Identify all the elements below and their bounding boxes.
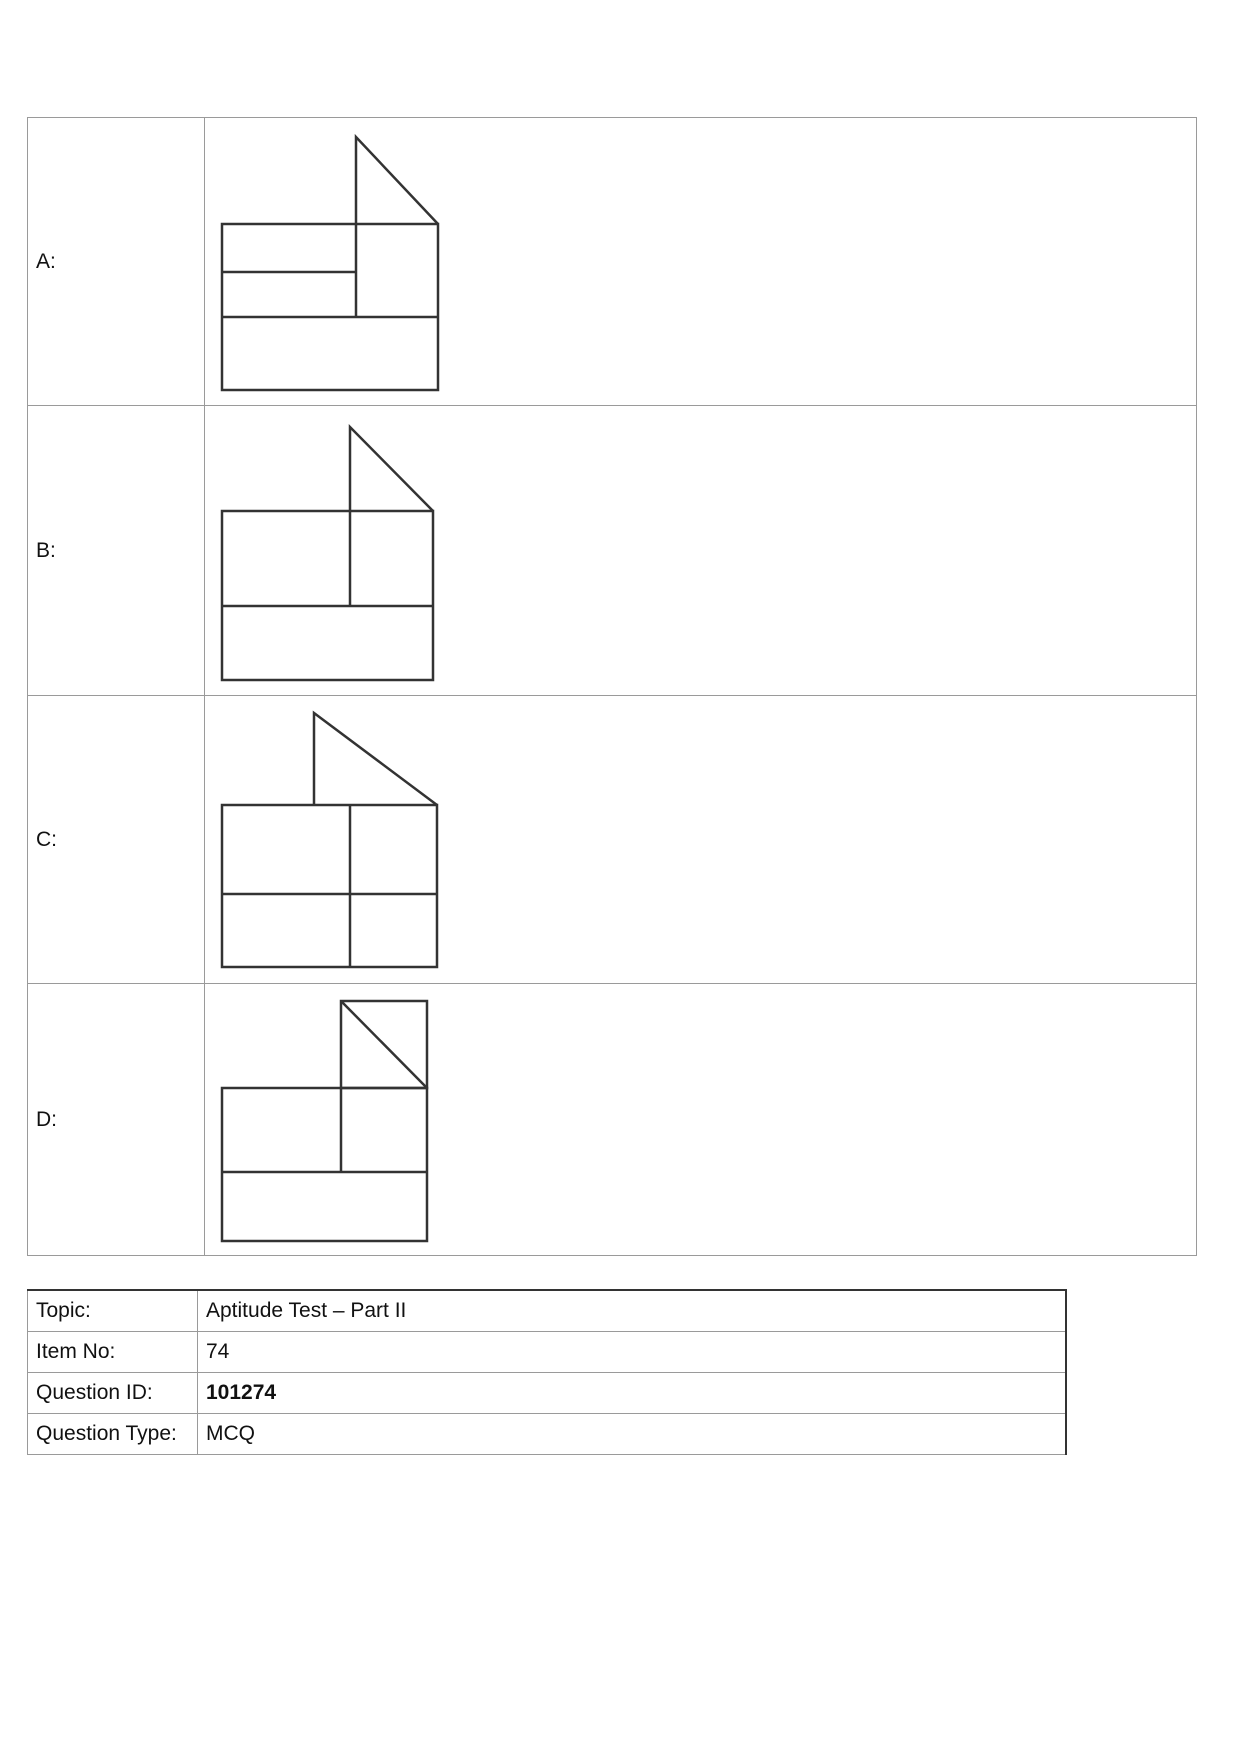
- question-meta-table: [27, 1289, 1067, 1455]
- option-label: B:: [28, 406, 205, 696]
- option-d-figure-cell: [205, 984, 1197, 1256]
- options-table: [27, 117, 1197, 1256]
- question-type-value: MCQ: [198, 1414, 1067, 1455]
- item-no-label: Item No:: [28, 1332, 198, 1373]
- option-b-figure-cell: [205, 406, 1197, 696]
- question-type-label: Question Type:: [28, 1414, 198, 1455]
- meta-row-qid: [28, 1373, 1067, 1414]
- option-c-figure-cell: [205, 696, 1197, 984]
- question-id-value: 101274: [198, 1373, 1067, 1414]
- option-a-figure-cell: [205, 118, 1197, 406]
- option-c-figure: [205, 697, 445, 983]
- meta-row-qtype: [28, 1414, 1067, 1455]
- meta-row-item: [28, 1332, 1067, 1373]
- option-b-figure: [205, 407, 445, 695]
- option-row-b: [28, 406, 1197, 696]
- option-label: A:: [28, 118, 205, 406]
- meta-row-topic: [28, 1290, 1067, 1332]
- question-id-label: Question ID:: [28, 1373, 198, 1414]
- topic-label: Topic:: [28, 1290, 198, 1332]
- option-row-c: [28, 696, 1197, 984]
- topic-value: Aptitude Test – Part II: [198, 1290, 1067, 1332]
- item-no-value: 74: [198, 1332, 1067, 1373]
- option-d-figure: [205, 985, 445, 1255]
- option-row-a: [28, 118, 1197, 406]
- option-a-figure: [205, 119, 445, 405]
- option-row-d: [28, 984, 1197, 1256]
- option-label: D:: [28, 984, 205, 1256]
- option-label: C:: [28, 696, 205, 984]
